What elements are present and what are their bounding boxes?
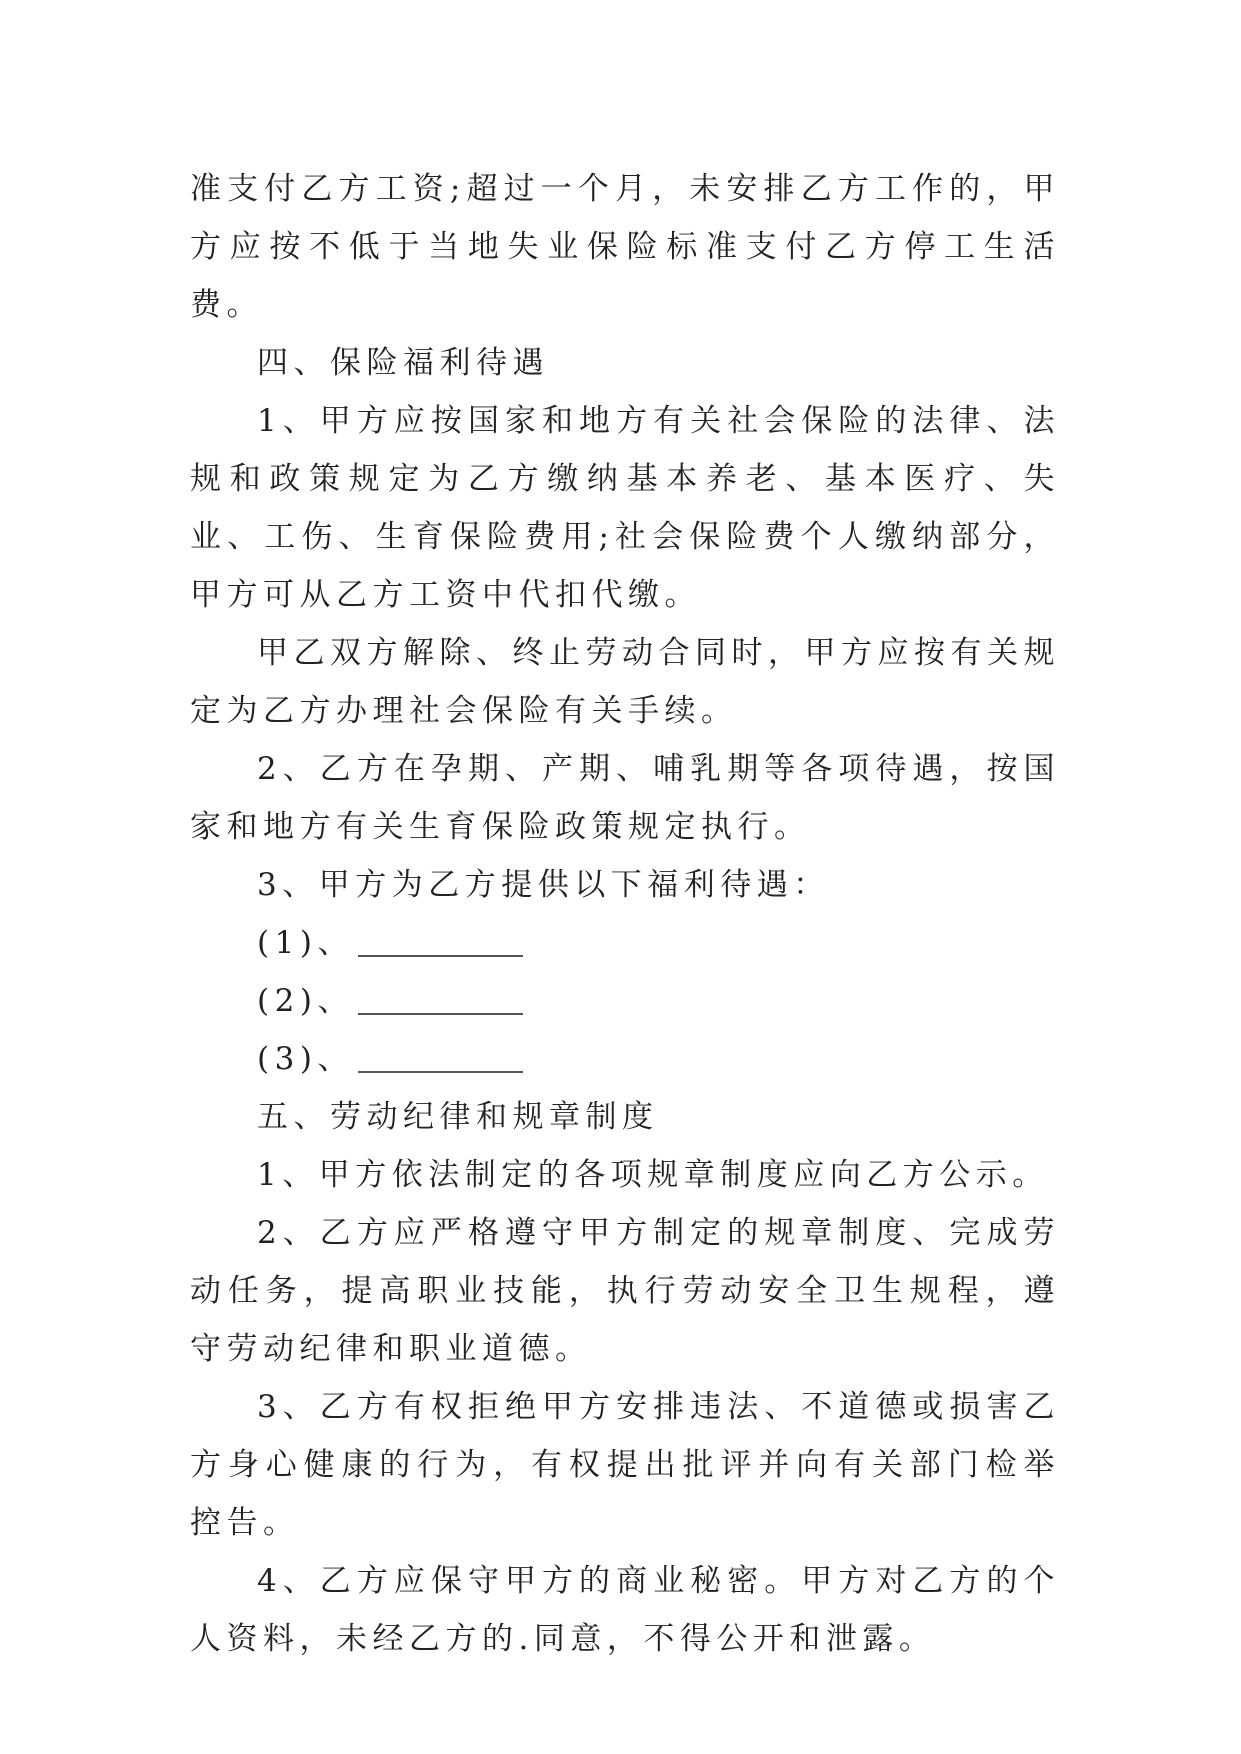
fill-in-blank-line (358, 955, 523, 957)
paragraph-confidentiality: 4、乙方应保守甲方的商业秘密。甲方对乙方的个人资料，未经乙方的.同意，不得公开和泄露。 (190, 1563, 1060, 1657)
welfare-blank-item-2 (190, 972, 1060, 1030)
paragraph-welfare-intro: 3、甲方为乙方提供以下福利待遇： (257, 867, 830, 903)
section-heading-insurance: 四、保险福利待遇 (257, 345, 549, 381)
fill-in-blank-line (358, 1013, 523, 1015)
paragraph-termination-procedures: 甲乙双方解除、终止劳动合同时，甲方应按有关规定为乙方办理社会保险有关手续。 (190, 635, 1060, 729)
blank-item-label: (3)、 (257, 1041, 354, 1077)
paragraph-right-to-refuse: 3、乙方有权拒绝甲方安排违法、不道德或损害乙方身心健康的行为，有权提出批评并向有关部门检举控告。 (190, 1389, 1060, 1541)
fill-in-blank-line (358, 1071, 523, 1073)
paragraph-continuation: 准支付乙方工资;超过一个月，未安排乙方工作的，甲方应按不低于当地失业保险标准支付乙方停工生活费。 (190, 171, 1060, 323)
paragraph-rules-disclosure: 1、甲方依法制定的各项规章制度应向乙方公示。 (257, 1157, 1049, 1193)
paragraph-maternity: 2、乙方在孕期、产期、哺乳期等各项待遇，按国家和地方有关生育保险政策规定执行。 (190, 751, 1060, 845)
section-heading-discipline: 五、劳动纪律和规章制度 (257, 1099, 659, 1135)
blank-item-label: (1)、 (257, 925, 354, 961)
blank-item-label: (2)、 (257, 983, 354, 1019)
welfare-blank-item-1 (190, 914, 1060, 972)
document-body (190, 160, 1060, 1668)
paragraph-compliance: 2、乙方应严格遵守甲方制定的规章制度、完成劳动任务，提高职业技能，执行劳动安全卫生规程，遵守劳动纪律和职业道德。 (190, 1215, 1060, 1367)
welfare-blank-item-3 (190, 1030, 1060, 1088)
paragraph-social-insurance: 1、甲方应按国家和地方有关社会保险的法律、法规和政策规定为乙方缴纳基本养老、基本医疗、失业、工伤、生育保险费用;社会保险费个人缴纳部分，甲方可从乙方工资中代扣代缴。 (190, 403, 1060, 613)
